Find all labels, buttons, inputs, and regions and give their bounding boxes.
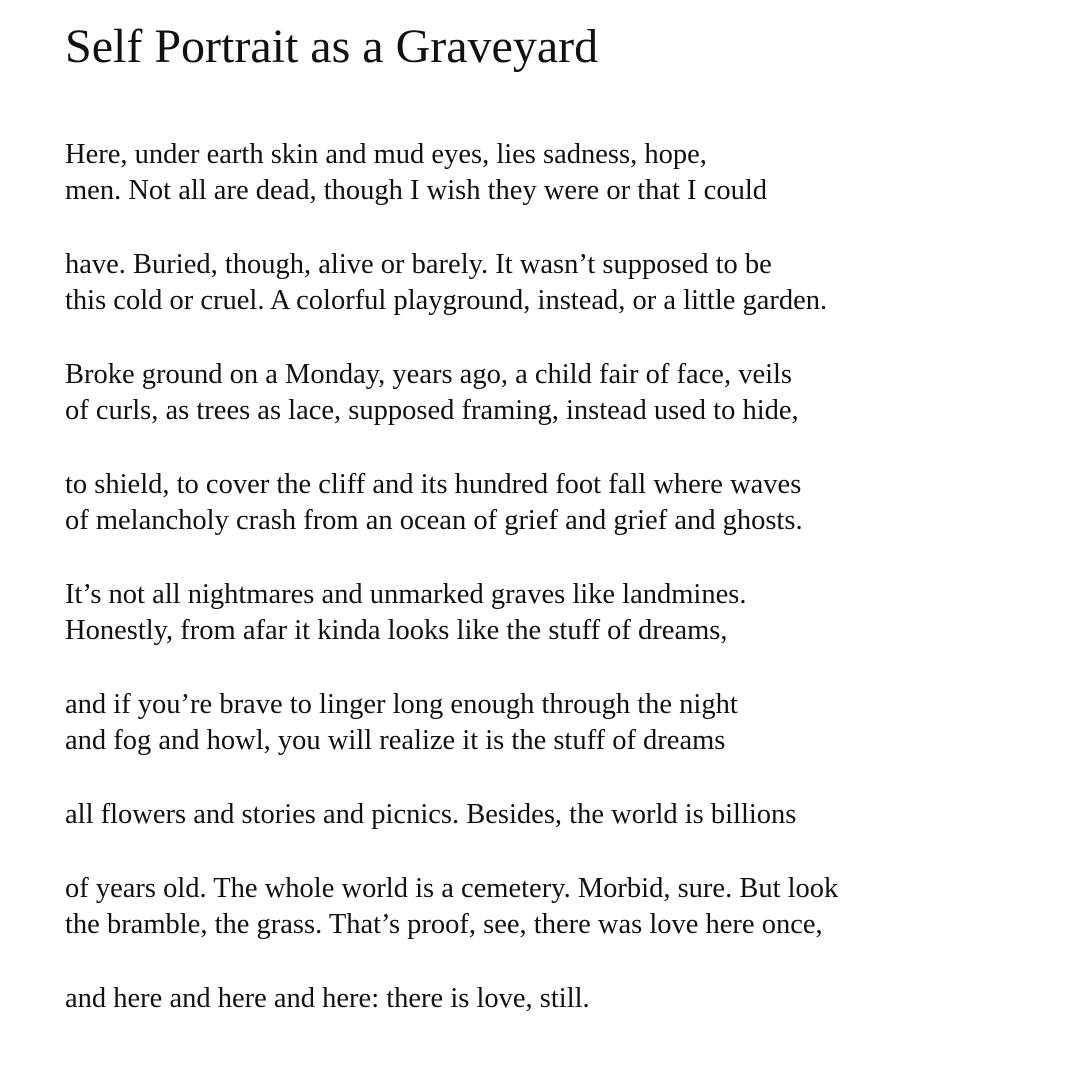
poem-line: and if you’re brave to linger long enough through the night — [65, 689, 738, 720]
poem-line: of melancholy crash from an ocean of grief and grief and ghosts. — [65, 505, 803, 536]
poem-line: and here and here and here: there is love, still. — [65, 983, 590, 1014]
stanza-gap — [65, 943, 1065, 981]
stanza-2 — [65, 247, 1065, 319]
stanza-1 — [65, 137, 1065, 209]
stanza-gap — [65, 649, 1065, 687]
poem-title: Self Portrait as a Graveyard — [65, 20, 599, 73]
stanza-5 — [65, 577, 1065, 649]
stanza-3 — [65, 357, 1065, 429]
poem-line: of years old. The whole world is a cemetery. Morbid, sure. But look — [65, 873, 839, 904]
poem-line: Honestly, from afar it kinda looks like the stuff of dreams, — [65, 615, 728, 646]
stanza-gap — [65, 759, 1065, 797]
stanza-8 — [65, 871, 1065, 943]
stanza-gap — [65, 209, 1065, 247]
poem-line: Here, under earth skin and mud eyes, lies sadness, hope, — [65, 139, 707, 170]
poem-line: have. Buried, though, alive or barely. It wasn’t supposed to be — [65, 249, 772, 280]
poem-line: to shield, to cover the cliff and its hundred foot fall where waves — [65, 469, 802, 500]
poem-line: all flowers and stories and picnics. Besides, the world is billions — [65, 799, 797, 830]
stanza-gap — [65, 833, 1065, 871]
stanza-gap — [65, 429, 1065, 467]
poem-line: It’s not all nightmares and unmarked graves like landmines. — [65, 579, 747, 610]
poem-line: of curls, as trees as lace, supposed framing, instead used to hide, — [65, 395, 799, 426]
poem-body — [65, 137, 1065, 1017]
poem-line: the bramble, the grass. That’s proof, see, there was love here once, — [65, 909, 823, 940]
stanza-gap — [65, 319, 1065, 357]
poem-line: and fog and howl, you will realize it is the stuff of dreams — [65, 725, 726, 756]
poem-line: men. Not all are dead, though I wish they were or that I could — [65, 175, 767, 206]
stanza-gap — [65, 539, 1065, 577]
stanza-7 — [65, 797, 1065, 833]
poem-line: Broke ground on a Monday, years ago, a child fair of face, veils — [65, 359, 793, 390]
stanza-9 — [65, 981, 1065, 1017]
stanza-4 — [65, 467, 1065, 539]
poem-line: this cold or cruel. A colorful playground, instead, or a little garden. — [65, 285, 828, 316]
stanza-6 — [65, 687, 1065, 759]
